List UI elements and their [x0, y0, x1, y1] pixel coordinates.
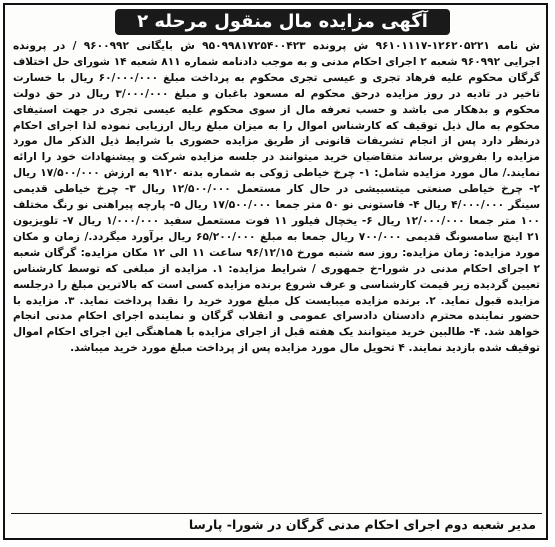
- auction-condition-1: ۱. مزایده از مبلغی که توسط کارشناس تعیین گردیده زیر قیمت کارشناسی و عرف شروع برنده مزایده کسی است که بالاترین مبلغ را درجلسه مزایده قبول نماید.: [13, 262, 540, 307]
- notice-body: [13, 39, 540, 505]
- notice-signature: مدیر شعبه دوم اجرای احکام مدنی گرگان در شورا- پارسا: [11, 513, 542, 535]
- auction-condition-5: ۴ تحویل مال مورد مزایده پس از پرداخت مبلغ مورد خرید میباشد.: [70, 342, 405, 355]
- notice-title: آگهی مزایده مال منقول مرحله ۲: [115, 9, 450, 35]
- auction-condition-2: ۲. برنده مزایده میبایست کل مبلغ مورد خرید را نقدا پرداخت نماید.: [74, 294, 436, 307]
- auction-condition-3: ۳. مزایده با حضور نماینده محترم دادستان دادسرای عمومی و انقلاب گرگان و نماینده اجرای احکام مدنی انجام خواهد شد.: [13, 294, 540, 339]
- notice-main-paragraph: ش نامه ۱۲۶۲۰۵۲۲۱-۹۶۱۰۱۱۱۷ ش پرونده ۹۵۰۹۹۸۱۷۲۵۴۰۰۴۲۳ ش بایگانی ۹۶۰۰۹۹۲ / در پرونده اجرایی ۹۶۰۹۹۲ شعبه ۲ اجرای احکام مدنی و به موجب دادنامه شماره ۸۱۱ شعبه ۱۴ شورای حل اختلاف گرگان محکوم علیه فرهاد تجری و عیسی تجری محکوم به پرداخت مبلغ ۶۰/۰۰۰/۰۰۰ ریال با خسارت تاخیر در تادیه در روز مزایده درحق محکوم له مسعود باغبان و مبلغ ۳/۰۰۰/۰۰۰ ریال در حق دولت محکوم و بدهکار می باشد و حسب تعرفه مال از سوی محکوم علیه عیسی تجری در جهت استیفای محکوم به مال ذیل توقیف که کارشناس اموال را به میزان مبلغ ریال ارزیابی نموده لذا اجرای احکام درنظر دارد پس از انجام تشریفات قانونی از طریق مزایده حضوری با شرایط ذیل الذکر مال مورد مزایده را بفروش برساند متقاضیان خرید میتوانند در جلسه مزایده شرکت و پیشنهادات خود را ارائه نمایند./ مال مورد مزایده شامل: ۱- چرخ خیاطی ژوکی به شماره بدنه ۹۱۲۰ به ارزش ۱۷/۵۰۰/۰۰۰ ریال ۲- چرخ خیاطی صنعتی میتسبیشی در حال کار مستعمل ۱۲/۵۰۰/۰۰۰ ریال ۳- چرخ خیاطی قدیمی سینگر ۴/۰۰۰/۰۰۰ ریال ۴- فاستونی نو ۵۰ متر جمعا ۱۷/۵۰۰/۰۰۰ ریال ۵- پارچه پیراهنی نو رنگ مختلف ۱۰۰ متر جمعا ۱۲/۰۰۰/۰۰۰ ریال ۶- یخچال فیلور ۱۱ فوت مستعمل سفید ۱/۰۰۰/۰۰۰ ریال ۷- تلویزیون ۲۱ اینچ سامسونگ قدیمی ۷۰۰/۰۰۰ ریال جمعا به مبلغ ۶۵/۲۰۰/۰۰۰ ریال برآورد میگردد./ زمان و مکان مورد مزایده: زمان مزایده: روز سه شنبه مورخ ۹۶/۱۲/۱۵ ساعت ۱۱ الی ۱۲ مکان مزایده: گرگان شعبه ۲ اجرای احکام مدنی در شورا-خ جمهوری / شرایط مزایده:: [13, 40, 540, 275]
- auction-condition-4: ۴- طالبین خرید میتوانند یک هفته قبل از اجرای مزایده با هماهنگی این اجرای احکام اموال توقیف شده بازدید نمایند.: [13, 326, 540, 355]
- auction-notice: [3, 3, 548, 540]
